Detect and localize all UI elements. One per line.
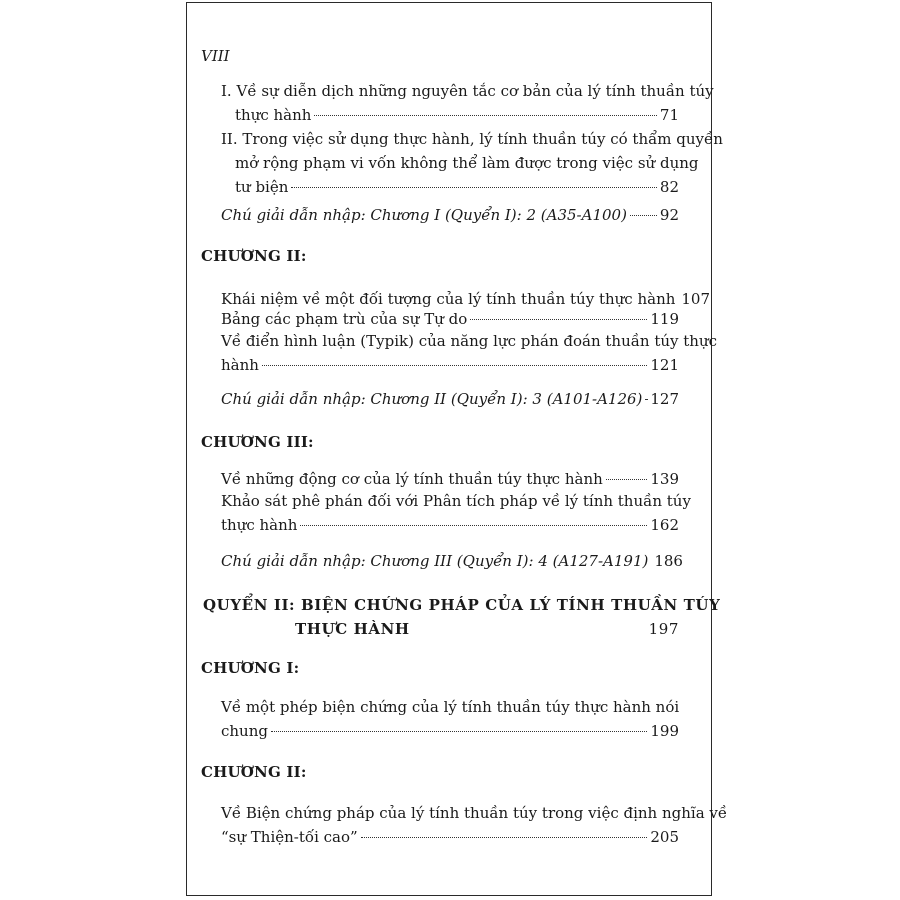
toc-entry xyxy=(221,549,683,573)
leader-dots xyxy=(470,318,647,320)
leader-dots xyxy=(314,114,656,116)
entry-page: 197 xyxy=(648,620,679,638)
leader-dots xyxy=(262,364,647,366)
chapter-heading: CHƯƠNG II: xyxy=(201,763,307,781)
page-number: VIII xyxy=(201,47,230,65)
toc-entry xyxy=(221,695,679,743)
toc-entry xyxy=(221,307,679,331)
entry-text: Khái niệm về một đối tượng của lý tính thuần túy thực hành xyxy=(221,290,676,308)
leader-dots xyxy=(361,836,648,838)
entry-page: 186 xyxy=(654,552,683,570)
leader-dots xyxy=(300,524,647,526)
leader-dots xyxy=(291,186,657,188)
entry-page: 139 xyxy=(650,470,679,488)
leader-dots xyxy=(645,398,647,400)
entry-text: Về điển hình luận (Typik) của năng lực phán đoán thuần túy thực xyxy=(221,332,718,350)
book-heading: QUYỂN II: BIỆN CHỨNG PHÁP CỦA LÝ TÍNH THUẦN TÚY xyxy=(203,596,721,614)
entry-page: 92 xyxy=(659,206,679,224)
toc-entry xyxy=(221,387,679,411)
entry-text: Chú giải dẫn nhập: Chương II (Quyển I): 3 (A101-A126) xyxy=(221,390,643,408)
chapter-heading: CHƯƠNG III: xyxy=(201,433,314,451)
toc-entry xyxy=(203,593,721,641)
entry-text: “sự Thiện-tối cao” xyxy=(221,828,358,846)
toc-entry xyxy=(221,467,679,491)
entry-text: Bảng các phạm trù của sự Tự do xyxy=(221,310,468,328)
toc-entry xyxy=(221,79,714,127)
entry-text: Về những động cơ của lý tính thuần túy thực hành xyxy=(221,470,603,488)
entry-text: tư biện xyxy=(235,178,289,196)
entry-page: 205 xyxy=(650,828,679,846)
book-page xyxy=(186,2,728,896)
entry-text: thực hành xyxy=(235,106,312,124)
book-heading: THỰC HÀNH xyxy=(295,620,410,638)
toc-entry xyxy=(221,489,691,537)
entry-text: Về sự diễn dịch những nguyên tắc cơ bản của lý tính thuần túy xyxy=(236,82,714,100)
leader-dots xyxy=(606,478,648,480)
entry-text: Chú giải dẫn nhập: Chương III (Quyển I): 4 (A127-A191) xyxy=(221,552,649,570)
entry-text: chung xyxy=(221,722,268,740)
entry-page: 82 xyxy=(659,178,679,196)
entry-prefix: I. xyxy=(221,82,232,100)
chapter-heading: CHƯƠNG I: xyxy=(201,659,300,677)
leader-dots xyxy=(271,730,647,732)
entry-page: 121 xyxy=(650,356,679,374)
entry-page: 119 xyxy=(650,310,679,328)
entry-text: Khảo sát phê phán đối với Phân tích pháp về lý tính thuần túy xyxy=(221,492,691,510)
entry-page: 127 xyxy=(650,390,679,408)
table-of-contents xyxy=(187,3,728,895)
entry-page: 107 xyxy=(681,290,711,308)
toc-entry xyxy=(221,203,679,227)
leader-dots xyxy=(630,214,657,216)
entry-text: Trong việc sử dụng thực hành, lý tính thuần túy có thẩm quyền xyxy=(242,130,723,148)
entry-text: thực hành xyxy=(221,516,298,534)
entry-text: hành xyxy=(221,356,259,374)
chapter-heading: CHƯƠNG II: xyxy=(201,247,307,265)
toc-entry xyxy=(221,127,723,199)
entry-text: mở rộng phạm vi vốn không thể làm được trong việc sử dụng xyxy=(235,154,699,172)
entry-text: Về Biện chứng pháp của lý tính thuần túy trong việc định nghĩa về xyxy=(221,804,728,822)
entry-prefix: II. xyxy=(221,130,238,148)
toc-entry xyxy=(221,329,718,377)
toc-entry xyxy=(221,801,728,849)
entry-page: 71 xyxy=(659,106,679,124)
entry-page: 162 xyxy=(650,516,679,534)
entry-page: 199 xyxy=(650,722,679,740)
entry-text: Về một phép biện chứng của lý tính thuần túy thực hành nói xyxy=(221,698,680,716)
entry-text: Chú giải dẫn nhập: Chương I (Quyển I): 2 (A35-A100) xyxy=(221,206,627,224)
